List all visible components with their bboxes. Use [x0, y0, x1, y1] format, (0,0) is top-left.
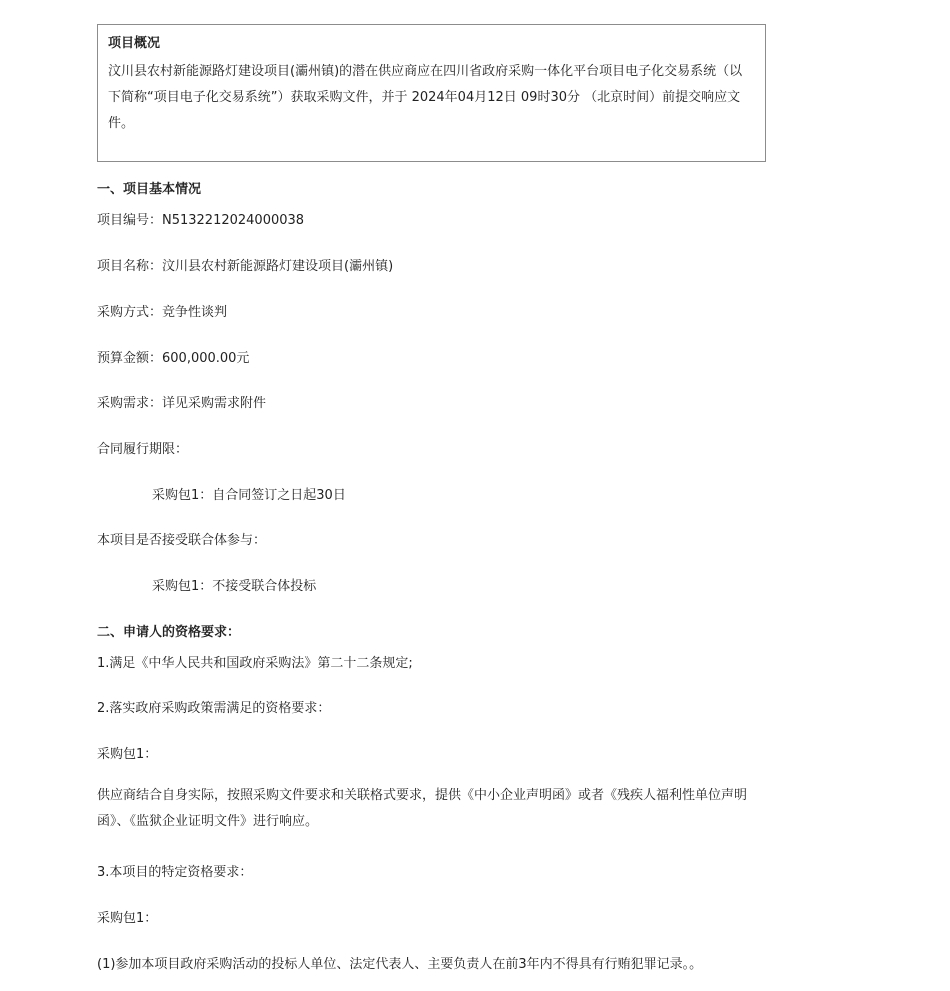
qualification-item-3: 3.本项目的特定资格要求： — [97, 865, 253, 880]
budget-amount: 预算金额：600,000.00元 — [97, 351, 250, 366]
overview-title: 项目概况 — [108, 36, 161, 51]
specific-requirement-1: (1)参加本项目政府采购活动的投标人单位、法定代表人、主要负责人在前3年内不得具有行贿犯罪记录。。 — [97, 957, 703, 972]
section2-heading: 二、申请人的资格要求： — [97, 625, 241, 640]
qualification-item-2: 2.落实政府采购政策需满足的资格要求： — [97, 701, 331, 716]
policy-text: 供应商结合自身实际，按照采购文件要求和关联格式要求，提供《中小企业声明函》或者《残疾人福利性单位声明函》、《监狱企业证明文件》进行响应。 — [97, 788, 748, 829]
contract-term-package: 采购包1：自合同签订之日起30日 — [152, 488, 346, 503]
package-label-b: 采购包1： — [97, 911, 158, 926]
qualification-item-1: 1.满足《中华人民共和国政府采购法》第二十二条规定; — [97, 656, 413, 671]
section1-heading: 一、项目基本情况 — [97, 182, 202, 197]
project-name: 项目名称：汶川县农村新能源路灯建设项目(灞州镇) — [97, 259, 394, 274]
overview-text: 汶川县农村新能源路灯建设项目(灞州镇)的潜在供应商应在四川省政府采购一体化平台项目电子化交易系统（以下简称“项目电子化交易系统”）获取采购文件，并于 2024年04月12日 09时30分 （北京时间）前提交响应文件。 — [108, 64, 743, 131]
procurement-requirement: 采购需求：详见采购需求附件 — [97, 396, 267, 411]
package-label-a: 采购包1： — [97, 747, 158, 762]
procurement-method: 采购方式：竞争性谈判 — [97, 305, 228, 320]
project-overview-box — [97, 24, 766, 162]
contract-term-label: 合同履行期限： — [97, 442, 189, 457]
consortium-package: 采购包1：不接受联合体投标 — [152, 579, 317, 594]
consortium-label: 本项目是否接受联合体参与： — [97, 533, 267, 548]
project-number: 项目编号：N5132212024000038 — [97, 213, 305, 228]
